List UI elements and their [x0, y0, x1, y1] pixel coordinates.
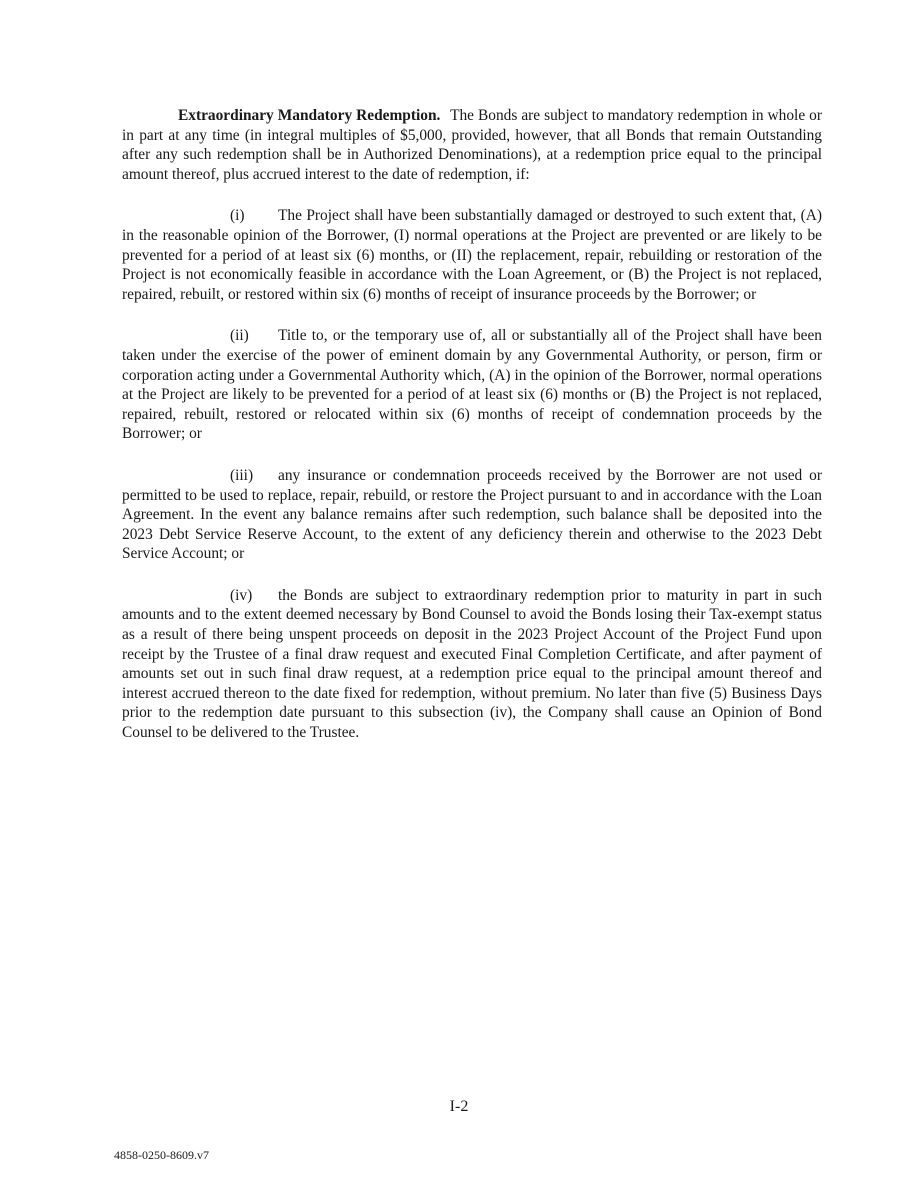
document-id: 4858-0250-8609.v7 [114, 1148, 209, 1162]
list-item-number: (ii) [230, 327, 249, 345]
list-item-number: (iv) [230, 586, 253, 604]
list-item-text: any insurance or condemnation proceeds received by the Borrower are not used or permitted to be used to replace, repair, rebuild, or restore the Project pursuant to and in accordance with the Loan Agreement. In the event any balance remains after such redemption, such balance shall be deposited into the 2023 Debt Service Reserve Account, to the extent of any deficiency therein and otherwise to the 2023 Debt Service Account; or [122, 466, 822, 563]
list-item-text: The Project shall have been substantially damaged or destroyed to such extent that, (A) in the reasonable opinion of the Borrower, (I) normal operations at the Project are prevented or are likely to be prevented for a period of at least six (6) months, or (II) the replacement, repair, rebuilding or restoration of the Project is not economically feasible in accordance with the Loan Agreement, or (B) the Project is not replaced, repaired, rebuilt, or restored within six (6) months of receipt of insurance proceeds by the Borrower; or [122, 207, 822, 303]
list-item-number: (i) [230, 207, 245, 225]
document-body [122, 106, 822, 765]
section-intro-paragraph [122, 106, 822, 184]
list-item-text: Title to, or the temporary use of, all or substantially all of the Project shall have been taken under the exercise of the power of eminent domain by any Governmental Authority, or person, firm or corporation acting under a Governmental Authority which, (A) in the opinion of the Borrower, normal operations at the Project are likely to be prevented for a period of at least six (6) months or (B) the Project is not replaced, repaired, rebuilt, restored or relocated within six (6) months of receipt of condemnation proceeds by the Borrower; or [122, 327, 822, 443]
list-item-i [122, 206, 822, 304]
list-item-text: the Bonds are subject to extraordinary redemption prior to maturity in part in such amounts and to the extent deemed necessary by Bond Counsel to avoid the Bonds losing their Tax-exempt status as a result of there being unspent proceeds on deposit in the 2023 Project Account of the Project Fund upon receipt by the Trustee of a final draw request and executed Final Completion Certificate, and after payment of amounts set out in such final draw request, at a redemption price equal to the principal amount thereof and interest accrued thereon to the date fixed for redemption, without premium. No later than five (5) Business Days prior to the redemption date pursuant to this subsection (iv), the Company shall cause an Opinion of Bond Counsel to be delivered to the Trustee. [122, 586, 822, 742]
section-heading: Extraordinary Mandatory Redemption. [178, 107, 441, 124]
list-item-iii [122, 466, 822, 564]
list-item-iv [122, 586, 822, 743]
list-item-ii [122, 326, 822, 444]
page-number: I-2 [449, 1098, 469, 1115]
section-intro-text: The Bonds are subject to mandatory redemption in whole or in part at any time (in integral multiples of $5,000, provided, however, that all Bonds that remain Outstanding after any such redemption shall be in Authorized Denominations), at a redemption price equal to the principal amount thereof, plus accrued interest to the date of redemption, if: [122, 107, 822, 183]
list-item-number: (iii) [230, 466, 254, 484]
